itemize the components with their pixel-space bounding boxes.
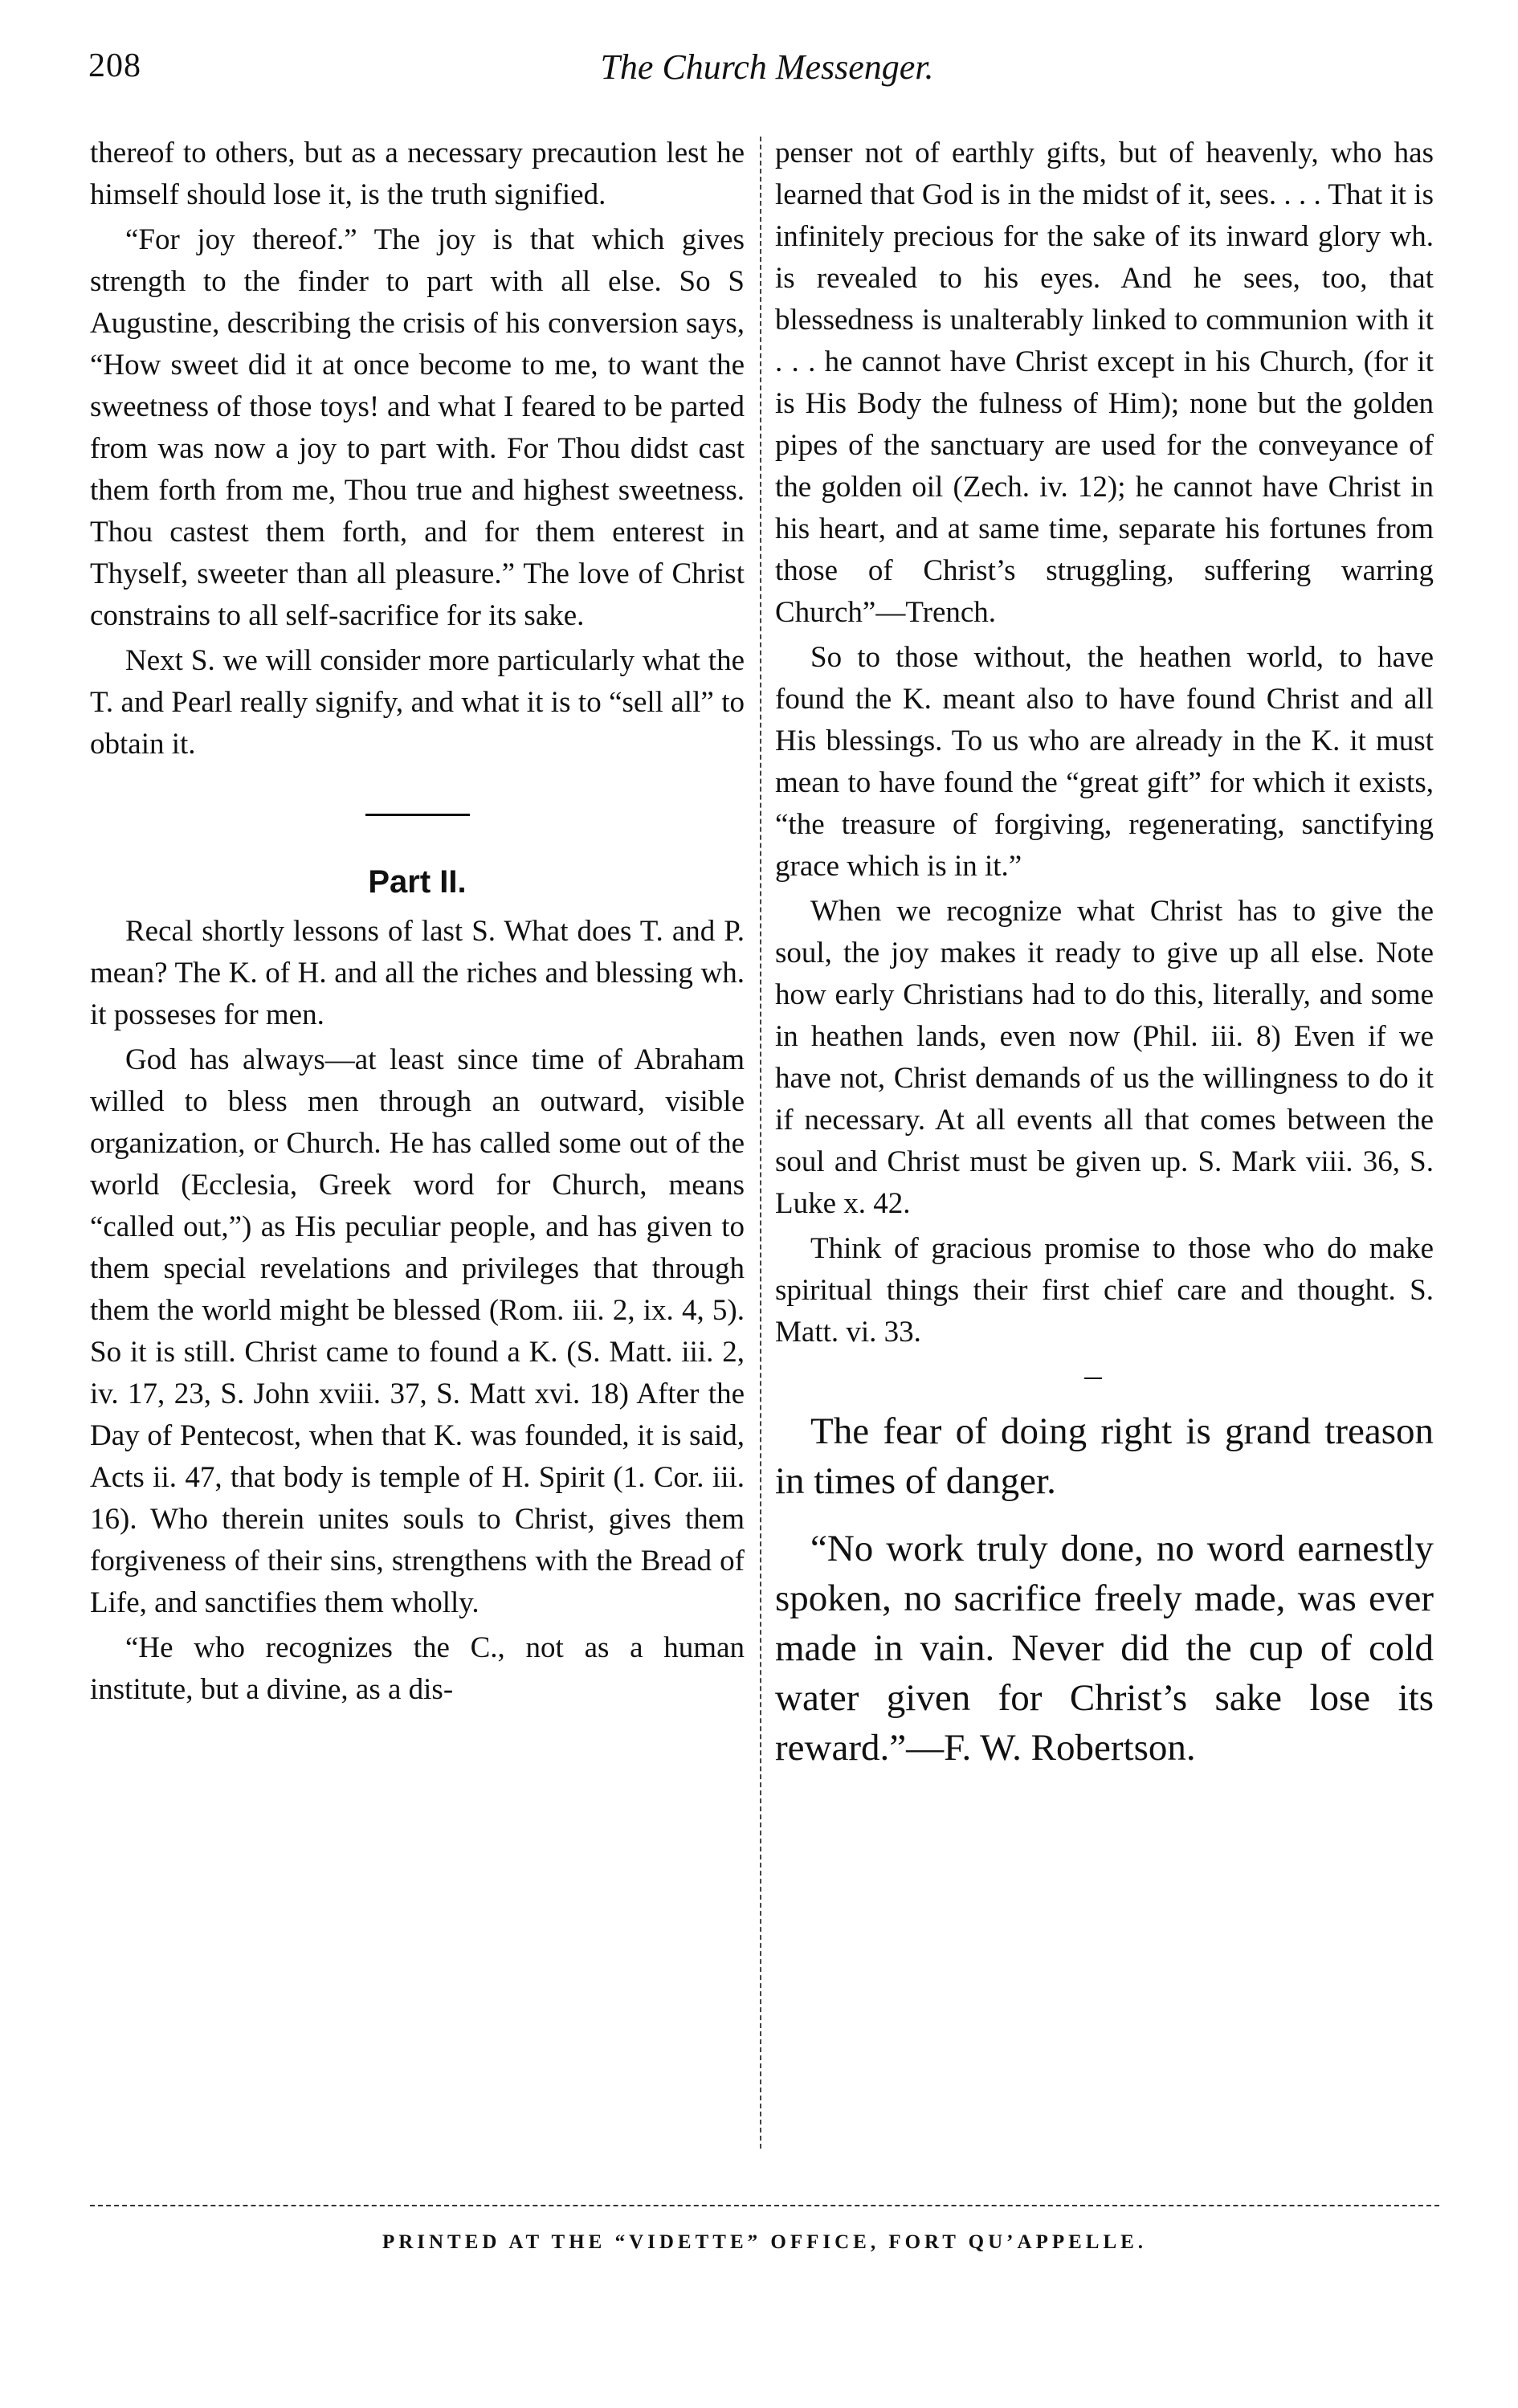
paragraph: penser not of earthly gifts, but of heavenly, who has learned that God is in the midst of it, sees. . . . That it is infinitely precious for the sake of its inward glory wh. is revealed to his eyes. And he sees, too, that blessedness is unalterably linked to communion with it . . . he cannot have Christ except in his Church, (for it is His Body the fulness of Him); none but the golden pipes of the sanctuary are used for the conveyance of the golden oil (Zech. iv. 12); he cannot have Christ in his heart, and at same time, separate his fortunes from those of Christ’s struggling, suffering warring Church”—Trench. [775,137,1434,629]
paragraph: “He who recognizes the C., not as a human institute, but a divine, as a dis- [90,1631,745,1706]
left-column [90,133,745,1714]
section-divider [365,814,470,816]
paragraph: “For joy thereof.” The joy is that which gives strength to the finder to part with all else. So S Augustine, describing the crisis of his conversion says, “How sweet did it at once become to me, to want the sweetness of those toys! and what I feared to be parted from was now a joy to part with. For Thou didst cast them forth from me, Thou true and highest sweetness. Thou castest them forth, and for them enterest in Thyself, sweeter than all pleasure.” The love of Christ constrains to all self-sacrifice for its sake. [90,223,745,632]
paragraph: Think of gracious promise to those who do make spiritual things their first chief care and thought. S. Matt. vi. 33. [775,1232,1434,1349]
running-title: The Church Messenger. [600,47,934,87]
paragraph: So to those without, the heathen world, to have found the K. meant also to have found Christ and all His blessings. To us who are already in the K. it must mean to have found the “great gift” for which it exists, “the treasure of forgiving, regenerating, sanctifying grace which is in it.” [775,641,1434,883]
paragraph: Next S. we will consider more particularly what the T. and Pearl really signify, and what it is to “sell all” to obtain it. [90,644,745,761]
aphorism: The fear of doing right is grand treason in times of danger. [775,1410,1434,1502]
footer-rule [90,2205,1439,2206]
paragraph: Recal shortly lessons of last S. What does T. and P. mean? The K. of H. and all the riches and blessing wh. it posseses for men. [90,915,745,1031]
right-column [775,133,1434,1790]
part-heading: Part II. [368,864,467,900]
page-header [88,47,1446,95]
printer-imprint: PRINTED AT THE “VIDETTE” OFFICE, FORT QU’APPELLE. [382,2231,1148,2253]
paragraph: thereof to others, but as a necessary precaution lest he himself should lose it, is the truth signified. [90,137,745,211]
paragraph: When we recognize what Christ has to give the soul, the joy makes it ready to give up all else. Note how early Christians had to do this, literally, and some in heathen lands, even now (Phil. iii. 8) Even if we have not, Christ demands of us the willingness to do it if necessary. At all events all that comes between the soul and Christ must be given up. S. Mark viii. 36, S. Luke x. 42. [775,895,1434,1220]
page-number: 208 [88,47,141,84]
aphorism-quote: “No work truly done, no word earnestly spoken, no sacrifice freely made, was ever made in vain. Never did the cup of cold water given for Christ’s sake lose its reward.”—F. W. Robertson. [775,1528,1434,1769]
paragraph: God has always—at least since time of Abraham willed to bless men through an outward, visible organization, or Church. He has called some out of the world (Ecclesia, Greek word for Church, means “called out,”) as His peculiar people, and has given to them special revelations and privileges that through them the world might be blessed (Rom. iii. 2, ix. 4, 5). So it is still. Christ came to found a K. (S. Matt. iii. 2, iv. 17, 23, S. John xviii. 37, S. Matt xvi. 18) After the Day of Pentecost, when that K. was founded, it is said, Acts ii. 47, that body is temple of H. Spirit (1. Cor. iii. 16). Who therein unites souls to Christ, gives them forgiveness of their sins, strengthens with the Bread of Life, and sanctifies them wholly. [90,1043,745,1619]
section-divider [1084,1377,1102,1379]
column-divider [760,137,761,2149]
